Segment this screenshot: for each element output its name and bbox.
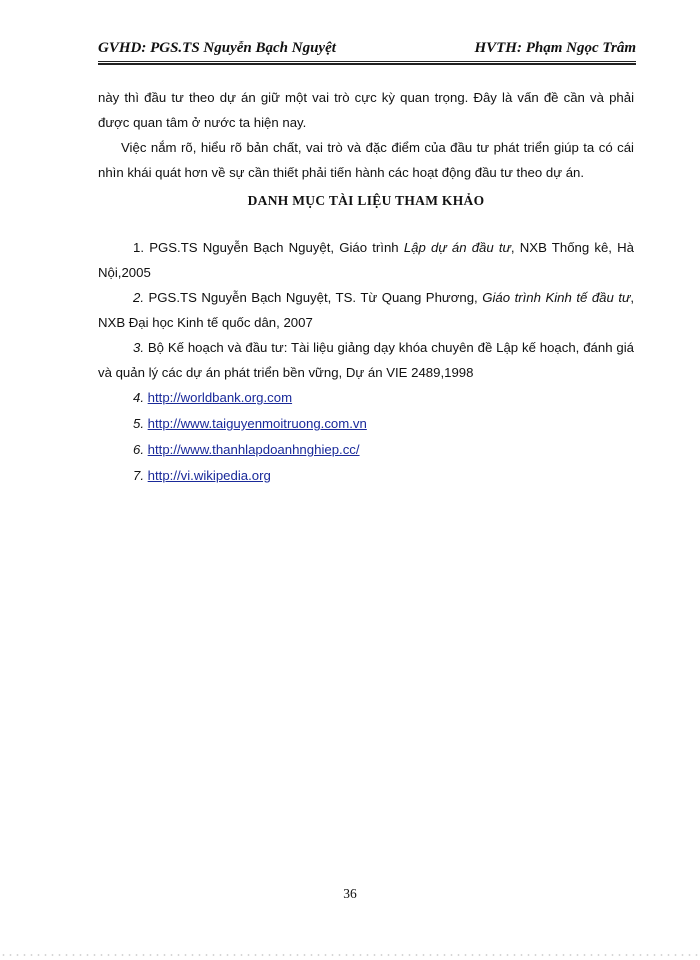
reference-item-1 bbox=[98, 235, 634, 285]
taiguyenmoitruong-link[interactable]: http://www.taiguyenmoitruong.com.vn bbox=[147, 416, 367, 431]
intro-paragraph-2: Việc nắm rõ, hiểu rõ bản chất, vai trò và đặc điểm của đầu tư phát triển giúp ta có cái nhìn khái quát hơn về sự cần thiết phải tiến hành các hoạt động đầu tư theo dự án. bbox=[98, 140, 634, 180]
reference-item-2 bbox=[98, 285, 634, 335]
reference-text: PGS.TS Nguyễn Bạch Nguyệt, Giáo trình bbox=[149, 240, 404, 255]
header-supervisor: GVHD: PGS.TS Nguyễn Bạch Nguyệt bbox=[98, 40, 336, 56]
reference-link-6 bbox=[98, 437, 634, 463]
reference-number: 1. bbox=[133, 240, 144, 255]
header-rule bbox=[98, 61, 636, 62]
link-number: 4. bbox=[133, 390, 144, 405]
page-number: 36 bbox=[343, 886, 357, 901]
intro-paragraph-1: này thì đầu tư theo dự án giữ một vai trò cực kỳ quan trọng. Đây là vấn đề cần và phải được quan tâm ở nước ta hiện nay. bbox=[98, 90, 634, 130]
link-number: 7. bbox=[133, 468, 144, 483]
link-number: 5. bbox=[133, 416, 144, 431]
thanhlapdoanhnghiep-link[interactable]: http://www.thanhlapdoanhnghiep.cc/ bbox=[147, 442, 360, 457]
reference-text: PGS.TS Nguyễn Bạch Nguyệt, TS. Từ Quang Phương, bbox=[148, 290, 483, 305]
references-title: DANH MỤC TÀI LIỆU THAM KHẢO bbox=[247, 193, 485, 208]
reference-number: 2. bbox=[133, 290, 144, 305]
reference-item-3 bbox=[98, 335, 634, 385]
link-number: 6. bbox=[133, 442, 144, 457]
reference-text: Bộ Kế hoạch và đầu tư: Tài liệu giảng dạy khóa chuyên đề Lập kế hoạch, đánh giá và quản lý các dự án phát triển bền vững, Dự án VIE 2489,1998 bbox=[98, 340, 634, 380]
worldbank-link[interactable]: http://worldbank.org.com bbox=[147, 390, 293, 405]
reference-book-title: Lập dự án đầu tư bbox=[403, 240, 511, 255]
reference-publisher: , NXB Thống kê, Hà Nội,2005 bbox=[98, 240, 634, 280]
page-header bbox=[98, 38, 636, 60]
reference-publisher: , NXB Đại học Kinh tế quốc dân, 2007 bbox=[98, 290, 635, 330]
reference-link-5 bbox=[98, 411, 634, 437]
reference-number: 3. bbox=[133, 340, 144, 355]
reference-book-title: Giáo trình Kinh tế đầu tư bbox=[482, 290, 631, 305]
document-body bbox=[98, 85, 634, 489]
header-student: HVTH: Phạm Ngọc Trâm bbox=[474, 40, 636, 56]
reference-link-4 bbox=[98, 385, 634, 411]
bottom-border-dots bbox=[0, 953, 700, 957]
header-rule-thick bbox=[98, 63, 636, 65]
wikipedia-link[interactable]: http://vi.wikipedia.org bbox=[147, 468, 271, 483]
reference-link-7 bbox=[98, 463, 634, 489]
